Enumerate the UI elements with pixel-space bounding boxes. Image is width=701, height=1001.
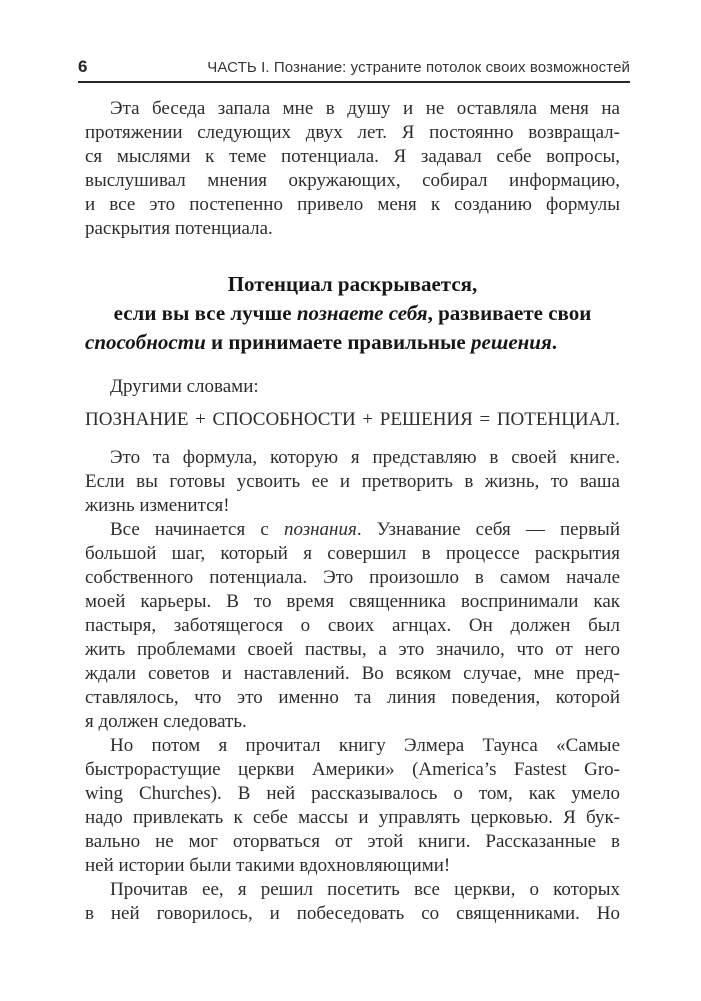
running-header-title: ЧАСТЬ I. Познание: устраните потолок своих возможностей xyxy=(207,59,630,76)
text-line: Если вы готовы усвоить ее и претворить в жизнь, то ваша xyxy=(85,471,620,492)
text-line: Эта беседа запала мне в душу и не оставляла меня на xyxy=(110,98,620,119)
text-line: wing Churches). В ней рассказывалось о том, как умело xyxy=(85,783,620,804)
paragraph-formula-comment xyxy=(85,446,620,518)
text-line: быстрорастущие церкви Америки» (America’s Fastest Gro- xyxy=(85,759,620,780)
text-line: моей карьеры. В то время священника воспринимали как xyxy=(85,591,620,612)
text-line: ждали советов и наставлений. Во всяком случае, мне пред- xyxy=(85,663,620,684)
text-line: жизнь изменится! xyxy=(85,495,230,516)
paragraph-cognition xyxy=(85,518,620,734)
text-line: Другими словами: xyxy=(110,376,259,397)
page-number: 6 xyxy=(78,57,88,76)
paragraph-visit xyxy=(85,878,620,926)
text-line: собственного потенциала. Это произошло в самом начале xyxy=(85,567,620,588)
paragraph-other-words xyxy=(85,375,620,399)
text-line: раскрытия потенциала. xyxy=(85,218,273,239)
text-line: вально не мог оторваться от этой книги. Рассказанные в xyxy=(85,831,620,852)
text-line: и все это постепенно привело меня к созданию формулы xyxy=(85,194,620,215)
text-line: способности и принимаете правильные решения. xyxy=(85,330,558,354)
text-line: жить проблемами своей паствы, а это значило, что от него xyxy=(85,639,620,660)
text-line: Но потом я прочитал книгу Элмера Таунса «Самые xyxy=(110,735,620,756)
text-line: надо привлекать к себе массы и управлять церковью. Я бук- xyxy=(85,807,620,828)
paragraph-intro xyxy=(85,97,620,241)
text-line: ПОЗНАНИЕ + СПОСОБНОСТИ + РЕШЕНИЯ = ПОТЕНЦИАЛ. xyxy=(85,409,620,430)
paragraph-book xyxy=(85,734,620,878)
text-line: Потенциал раскрывается, xyxy=(227,272,478,296)
text-line: ней истории были такими вдохновляющими! xyxy=(85,855,451,876)
text-line: Прочитав ее, я решил посетить все церкви, о которых xyxy=(110,879,620,900)
text-line: я должен следовать. xyxy=(85,711,247,732)
text-line: если вы все лучше познаете себя, развиваете свои xyxy=(113,301,592,325)
text-line: ся мыслями к теме потенциала. Я задавал себе вопросы, xyxy=(85,146,620,167)
text-line: Это та формула, которую я представляю в своей книге. xyxy=(110,447,620,468)
text-line: большой шаг, который я совершил в процессе раскрытия xyxy=(85,543,620,564)
key-statement xyxy=(85,270,620,357)
text-line: в ней говорилось, и побеседовать со священниками. Но xyxy=(85,903,620,924)
text-line: пастыря, заботящегося о своих агнцах. Он должен был xyxy=(85,615,620,636)
page-body xyxy=(85,97,620,926)
formula-line xyxy=(85,408,620,432)
text-line: Все начинается с познания. Узнавание себя — первый xyxy=(110,519,620,540)
text-line: протяжении следующих двух лет. Я постоянно возвращал- xyxy=(85,122,620,143)
text-line: ставлялось, что это именно та линия поведения, которой xyxy=(85,687,620,708)
text-line: выслушивал мнения окружающих, собирал информацию, xyxy=(85,170,620,191)
page-header xyxy=(78,58,630,83)
